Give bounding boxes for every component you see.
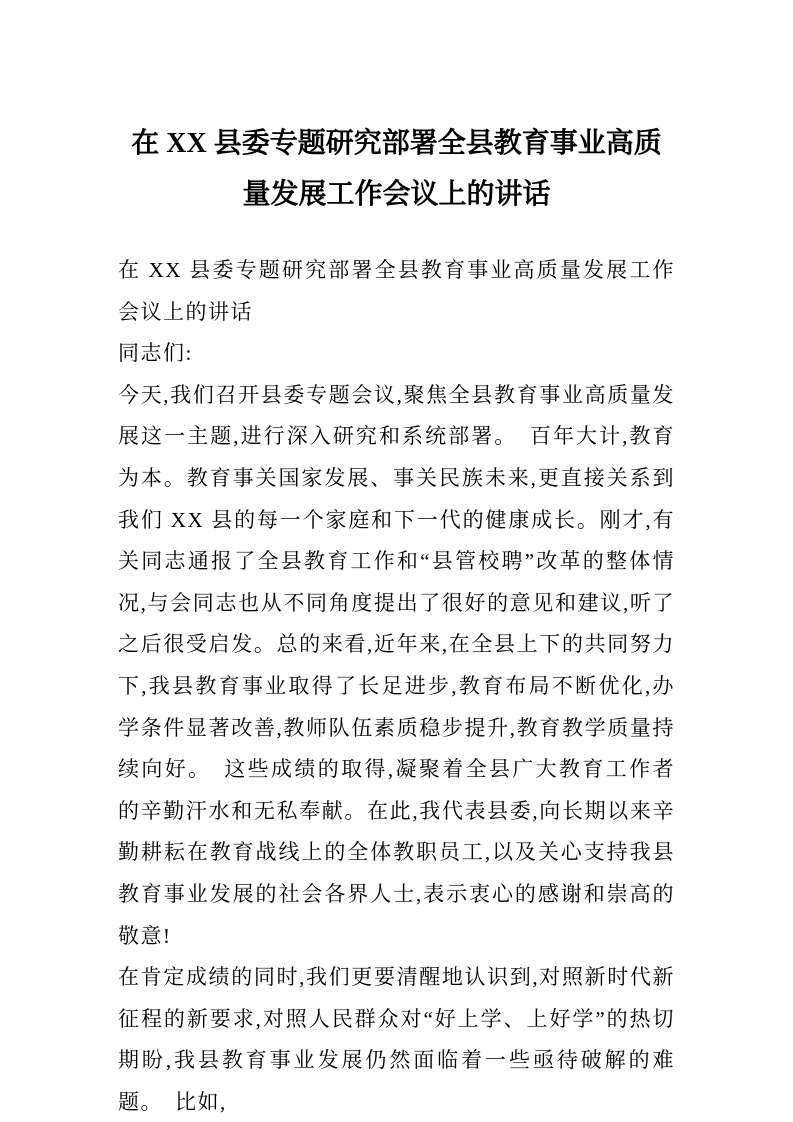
document-title [118, 118, 675, 220]
document-title-line-1: 在 XX 县委专题研究部署全县教育事业高质 [131, 128, 662, 159]
paragraph-problems: 在肯定成绩的同时,我们更要清醒地认识到,对照新时代新征程的新要求,对照人民群众对“好上学、上好学”的热切期盼,我县教育事业发展仍然面临着一些亟待破解的难题。 比如, [118, 965, 675, 1114]
paragraph-opening: 今天,我们召开县委专题会议,聚焦全县教育事业高质量发展这一主题,进行深入研究和系统部署。 百年大计,教育为本。教育事关国家发展、事关民族未来,更直接关系到我们 XX 县的每一个家庭和下一代的健康成长。刚才,有关同志通报了全县教育工作和“县管校聘”改革的整体情况,与会同志也从不同角度提出了很好的意见和建议,听了之后很受启发。总的来看,近年来,在全县上下的共同努力下,我县教育事业取得了长足进步,教育布局不断优化,办学条件显著改善,教师队伍素质稳步提升,教育教学质量持续向好。 这些成绩的取得,凝聚着全县广大教育工作者的辛勤汗水和无私奉献。在此,我代表县委,向长期以来辛勤耕耘在教育战线上的全体教职员工,以及关心支持我县教育事业发展的社会各界人士,表示衷心的感谢和崇高的敬意! [118, 382, 675, 948]
paragraph-title-repeat: 在 XX 县委专题研究部署全县教育事业高质量发展工作会议上的讲话 [118, 258, 675, 324]
paragraph-salutation: 同志们: [118, 341, 193, 366]
document-body [118, 250, 675, 1122]
document-title-line-2: 量发展工作会议上的讲话 [242, 179, 551, 210]
